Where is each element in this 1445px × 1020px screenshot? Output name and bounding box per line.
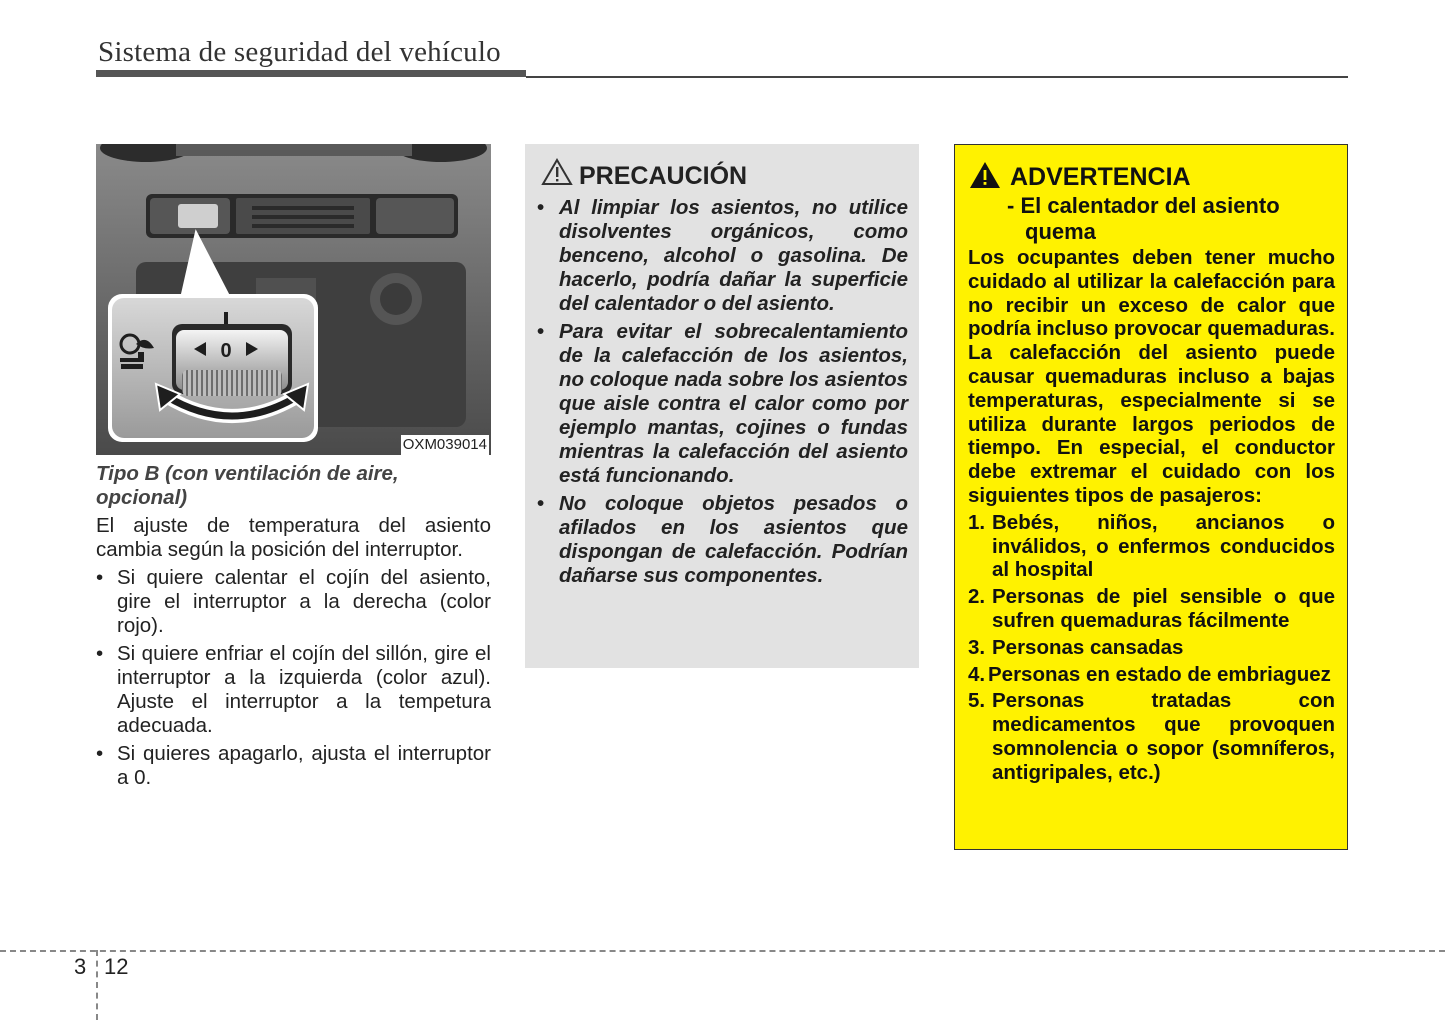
list-number: 3. [968,635,986,659]
list-number: 1. [968,510,986,534]
warning-subtitle-line: - El calentador del asiento [1007,193,1280,218]
list-item: • Si quiere calentar el cojín del asiento, gire el interruptor a la derecha (color rojo). [96,566,491,638]
list-number: 4. [968,662,986,686]
list-item [968,636,1335,660]
warning-box [954,144,1348,850]
header-rule-thin [526,76,1348,78]
list-number: 5. [968,689,986,713]
instructions-list [96,566,491,790]
chapter-number: 3 [74,954,87,979]
column1-body [96,514,491,794]
list-item: • Para evitar el sobrecalentamiento de la calefacción de los asientos, no coloque nada sobre los asientos que aisle contra el calor como por ejemplo mantas, cojines o fundas mientras la calefacción del asiento está funcionando. [537,320,908,488]
warning-body [968,246,1335,788]
list-item: • Si quiere enfriar el cojín del sillón, gire el interruptor a la izquierda (color azul). Ajuste el interruptor a la tempetura adecuada. [96,642,491,738]
seat-heater-switch-figure [96,144,491,455]
warning-subtitle-line: quema [1025,219,1096,244]
list-item [968,511,1335,582]
list-item: • Al limpiar los asientos, no utilice disolventes orgánicos, como benceno, alcohol o gasolina. De hacerlo, podría dañar la superficie del calentador o del asiento. [537,196,908,316]
list-text: Bebés, niños, ancianos o inválidos, o enfermos conducidos al hospital [992,510,1335,582]
list-text: Personas tratadas con medicamentos que provoquen somnolencia o sopor (somníferos, antigripales, etc.) [992,689,1335,784]
page-header-title: Sistema de seguridad del vehículo [98,36,501,68]
warning-subtitle [1007,193,1327,245]
list-item [968,663,1335,687]
warning-paragraph: Los ocupantes deben tener mucho cuidado al utilizar la calefacción para no recibir un exceso de calor que podría incluso provocar quemaduras. La calefacción del asiento puede causar quemaduras incluso a bajas temperaturas, especialmente si se utiliza durante largos periodos de tiempo. En especial, el conductor debe extremar el cuidado con los siguientes tipos de pasajeros: [968,246,1335,507]
header-rule-thick [96,70,526,77]
caution-triangle-icon [541,158,573,186]
list-item [968,689,1335,784]
caution-title: PRECAUCIÓN [579,162,748,190]
list-item: • No coloque objetos pesados o afilados en los asientos que dispongan de calefacción. Podrían dañarse sus componentes. [537,492,908,588]
caution-list [537,196,908,592]
figure-caption: Tipo B (con ventilación de aire, opcional) [96,462,399,509]
list-number: 2. [968,585,986,609]
list-text: Personas de piel sensible o que sufren quemaduras fácilmente [992,585,1335,632]
list-item: • Si quieres apagarlo, ajusta el interruptor a 0. [96,742,491,790]
page-number: 12 [104,954,129,979]
figure-code: OXM039014 [402,436,487,453]
seat-heater-switch-illustration [96,144,491,455]
warning-triangle-icon [969,161,1001,189]
warning-passenger-list [968,511,1335,785]
list-text: Personas cansadas [992,635,1184,659]
caution-box [525,144,919,668]
footer-dashed-divider [96,950,98,1020]
dial-zero-mark: 0 [220,340,232,362]
intro-paragraph: El ajuste de temperatura del asiento cambia según la posición del interruptor. [96,514,491,561]
warning-title: ADVERTENCIA [1010,163,1191,191]
footer-dashed-rule [0,950,1445,952]
list-item [968,585,1335,633]
list-text: Personas en estado de embriaguez [988,662,1331,686]
